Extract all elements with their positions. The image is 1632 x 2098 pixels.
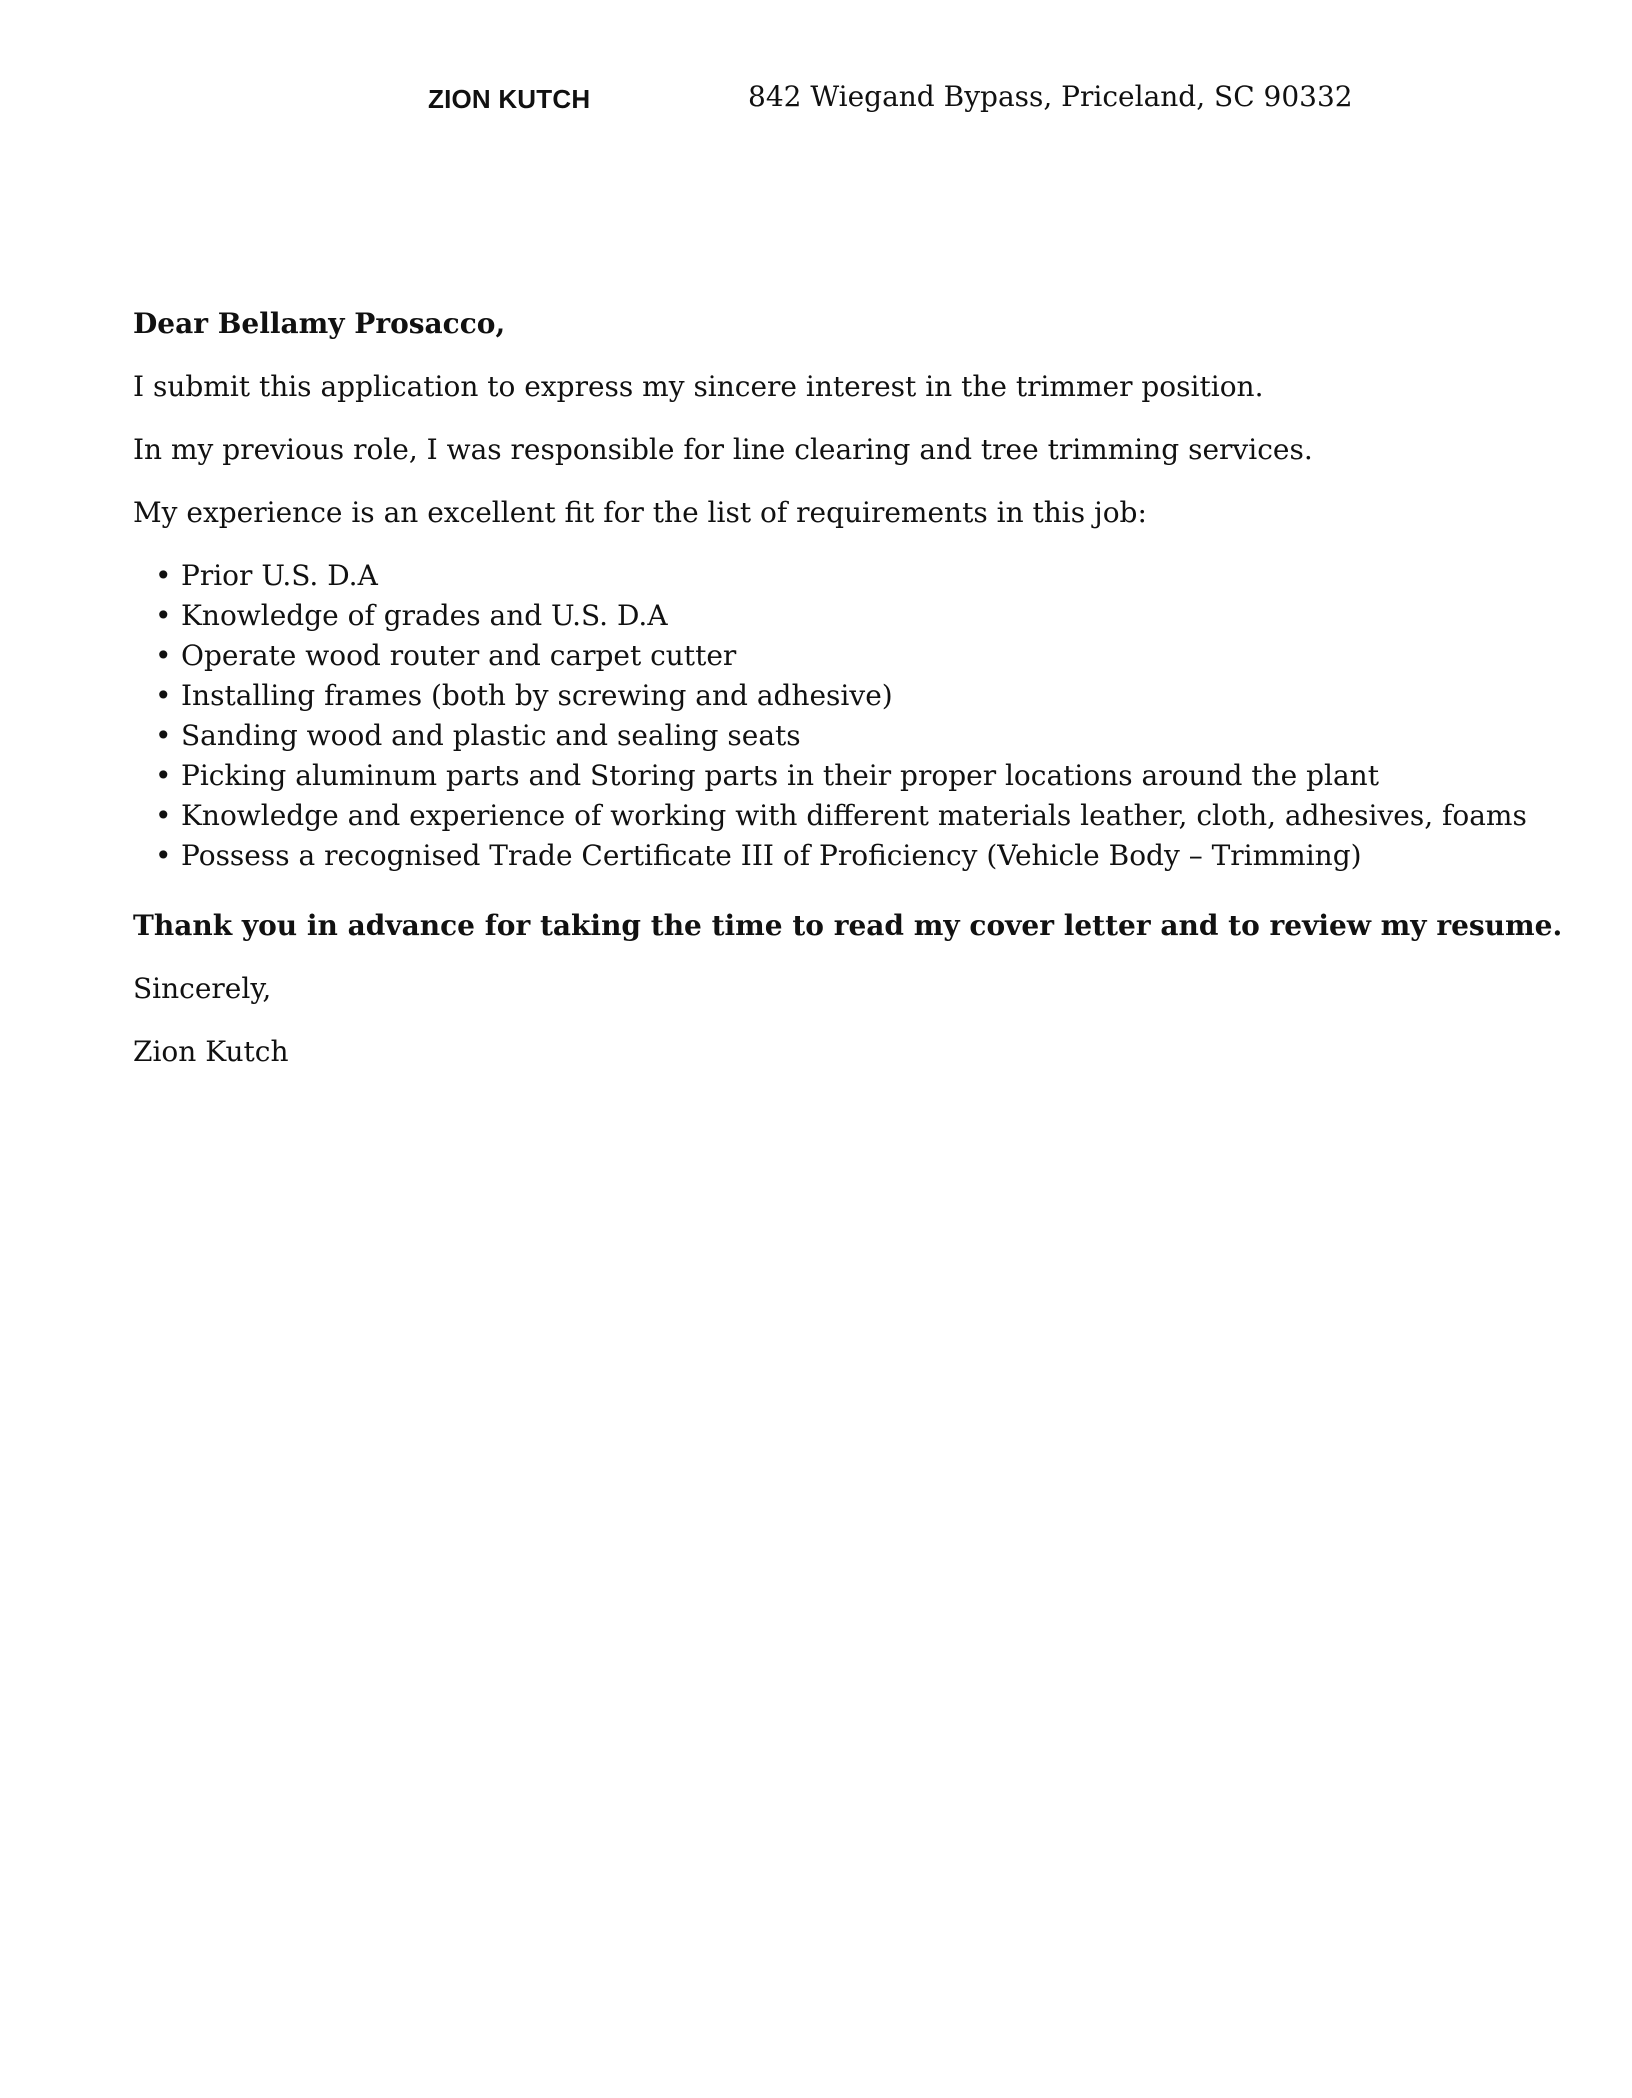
bullet-icon: • (155, 639, 172, 672)
list-item-text: Sanding wood and plastic and sealing seats (181, 719, 801, 752)
list-item-text: Operate wood router and carpet cutter (181, 639, 737, 672)
list-item (133, 716, 1593, 756)
signature: Zion Kutch (133, 1035, 289, 1068)
list-item-text: Picking aluminum parts and Storing parts in their proper locations around the plant (181, 759, 1379, 792)
intro-paragraph: I submit this application to express my sincere interest in the trimmer position. (133, 370, 1264, 403)
closing-paragraph: Thank you in advance for taking the time to read my cover letter and to review my resume. (133, 909, 1563, 942)
sender-name: ZION KUTCH (428, 84, 591, 114)
list-item (133, 636, 1593, 676)
list-item-text: Possess a recognised Trade Certificate III of Proficiency (Vehicle Body – Trimming) (181, 839, 1362, 872)
bullet-icon: • (155, 679, 172, 712)
requirements-intro: My experience is an excellent fit for the list of requirements in this job: (133, 496, 1147, 529)
bullet-icon: • (155, 839, 172, 872)
list-item-text: Knowledge and experience of working with different materials leather, cloth, adhesives, foams (181, 799, 1527, 832)
list-item (133, 556, 1593, 596)
bullet-icon: • (155, 799, 172, 832)
salutation: Dear Bellamy Prosacco, (133, 307, 506, 340)
list-item-text: Installing frames (both by screwing and adhesive) (181, 679, 893, 712)
list-item-text: Knowledge of grades and U.S. D.A (181, 599, 668, 632)
sender-address: 842 Wiegand Bypass, Priceland, SC 90332 (748, 80, 1353, 113)
list-item (133, 756, 1593, 796)
list-item (133, 676, 1593, 716)
requirements-list (133, 556, 1593, 876)
signoff: Sincerely, (133, 972, 272, 1005)
bullet-icon: • (155, 599, 172, 632)
letter-body (133, 304, 1593, 1095)
list-item (133, 596, 1593, 636)
experience-paragraph: In my previous role, I was responsible for line clearing and tree trimming services. (133, 433, 1313, 466)
list-item (133, 796, 1593, 836)
list-item-text: Prior U.S. D.A (181, 559, 378, 592)
list-item (133, 836, 1593, 876)
bullet-icon: • (155, 559, 172, 592)
bullet-icon: • (155, 759, 172, 792)
bullet-icon: • (155, 719, 172, 752)
